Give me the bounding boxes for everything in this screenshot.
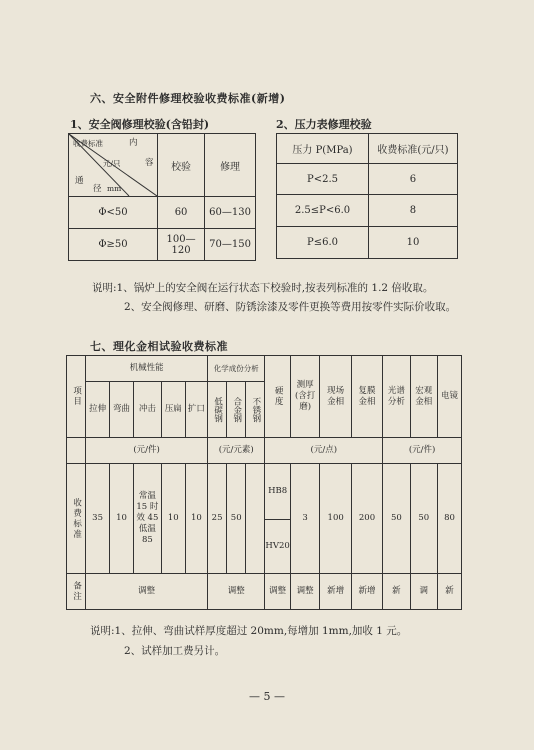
pressure-range: 2.5≤P<6.0 [277,195,369,227]
remark-label-cell: 备注 [67,574,86,610]
section6-note-1: 说明:1、锅炉上的安全阀在运行状态下校验时,按表列标准的 1.2 倍收取。 [92,282,434,294]
fee-value: 10 [368,227,457,259]
diag-low-a: 通 [75,176,84,186]
pressure-range: P≤6.0 [277,227,369,259]
mech-lashen: 拉伸 [86,382,110,438]
chem-alloy: 合金钢 [227,382,246,438]
diagonal-header-cell [69,134,158,197]
table-row [277,227,458,259]
remark-row [67,574,462,610]
fee-spectral: 50 [383,464,410,574]
fee-film: 200 [351,464,382,574]
thickness-header: 测厚(含打磨) [290,356,320,438]
fee-chongji: 常温 15 时效 45 低温 85 [133,464,161,574]
table2-title: 2、压力表修理校验 [276,118,372,131]
section7-note-1: 说明:1、拉伸、弯曲试样厚度超过 20mm,每增加 1mm,加收 1 元。 [90,625,408,637]
item-label-cell [67,356,86,438]
spectral-header: 光谱分析 [383,356,410,438]
hardness-header: 硬度 [265,356,290,438]
fee-chem-alloy: 50 [227,464,246,574]
row-label: Φ<50 [69,197,158,229]
page-number: — 5 — [249,690,285,703]
col-header-check: 校验 [158,134,205,197]
col-header-repair: 修理 [205,134,256,197]
diag-top-b: 容 [145,158,154,168]
unit-mech: (元/件) [86,438,208,464]
unit-point: (元/点) [265,438,383,464]
fee-hardness-hb: HB8 [265,464,290,520]
fee-row [67,464,462,520]
mech-yabian: 压扁 [161,382,185,438]
mech-group-header: 机械性能 [86,356,208,382]
item-label: 项目 [71,386,82,407]
diag-unit: mm [107,184,122,193]
unit-chem: (元/元素) [208,438,265,464]
row-label: Φ≥50 [69,229,158,261]
fee-wanqu: 10 [110,464,134,574]
section6-title: 六、安全附件修理校验收费标准(新增) [90,92,286,105]
diag-mid-a: 收费标准 [73,139,103,148]
fee-yabian: 10 [161,464,185,574]
chem-group-header: 化学成份分析 [208,356,265,382]
mech-wanqu: 弯曲 [110,382,134,438]
sem-header: 电镜 [438,356,462,438]
section7-title: 七、理化金相试验收费标准 [90,340,228,353]
fee-thickness: 3 [290,464,320,574]
mech-kuokou: 扩口 [185,382,207,438]
remark-macro: 调 [410,574,437,610]
diag-low-b: 径 [93,184,102,194]
chem-low-carbon: 低碳钢 [208,382,227,438]
remark-mech: 调整 [86,574,208,610]
remark-thickness: 调整 [290,574,320,610]
diag-mid-b: 元/只 [103,159,121,168]
table-row [277,164,458,195]
repair-fee: 60—130 [205,197,256,229]
diag-top-a: 内 [129,138,138,148]
table-row [69,197,256,229]
fee-lashen: 35 [86,464,110,574]
fee-chem-low: 25 [208,464,227,574]
macro-header: 宏观金相 [410,356,437,438]
header-pressure: 压力 P(MPa) [277,134,369,164]
remark-onsite: 新增 [320,574,351,610]
fee-hardness-hv: HV20 [265,520,290,574]
remark-chem: 调整 [208,574,265,610]
header-fee: 收费标准(元/只) [368,134,457,164]
fee-kuokou: 10 [185,464,207,574]
chem-stainless: 不锈钢 [246,382,265,438]
fee-macro: 50 [410,464,437,574]
remark-film: 新增 [351,574,382,610]
section7-note-2: 2、试样加工费另计。 [124,645,226,657]
fee-value: 6 [368,164,457,195]
film-header: 复膜金相 [351,356,382,438]
test-fee-table [66,355,462,610]
section6-note-2: 2、安全阀修理、研磨、防锈涂漆及零件更换等费用按零件实际价收取。 [124,301,457,313]
fee-chem-stainless [246,464,265,574]
table-row [277,195,458,227]
safety-valve-table [68,133,256,261]
unit-piece: (元/件) [383,438,462,464]
fee-onsite: 100 [320,464,351,574]
check-fee: 60 [158,197,205,229]
remark-spectral: 新 [383,574,410,610]
pressure-gauge-table [276,133,458,259]
remark-hardness: 调整 [265,574,290,610]
table1-title: 1、安全阀修理校验(含铅封) [70,118,210,131]
mech-chongji: 冲击 [133,382,161,438]
fee-label-cell: 收费标准 [67,464,86,574]
check-fee: 100—120 [158,229,205,261]
table-row [69,229,256,261]
repair-fee: 70—150 [205,229,256,261]
fee-value: 8 [368,195,457,227]
blank-cell [67,438,86,464]
fee-sem: 80 [438,464,462,574]
remark-sem: 新 [438,574,462,610]
onsite-header: 现场金相 [320,356,351,438]
pressure-range: P<2.5 [277,164,369,195]
